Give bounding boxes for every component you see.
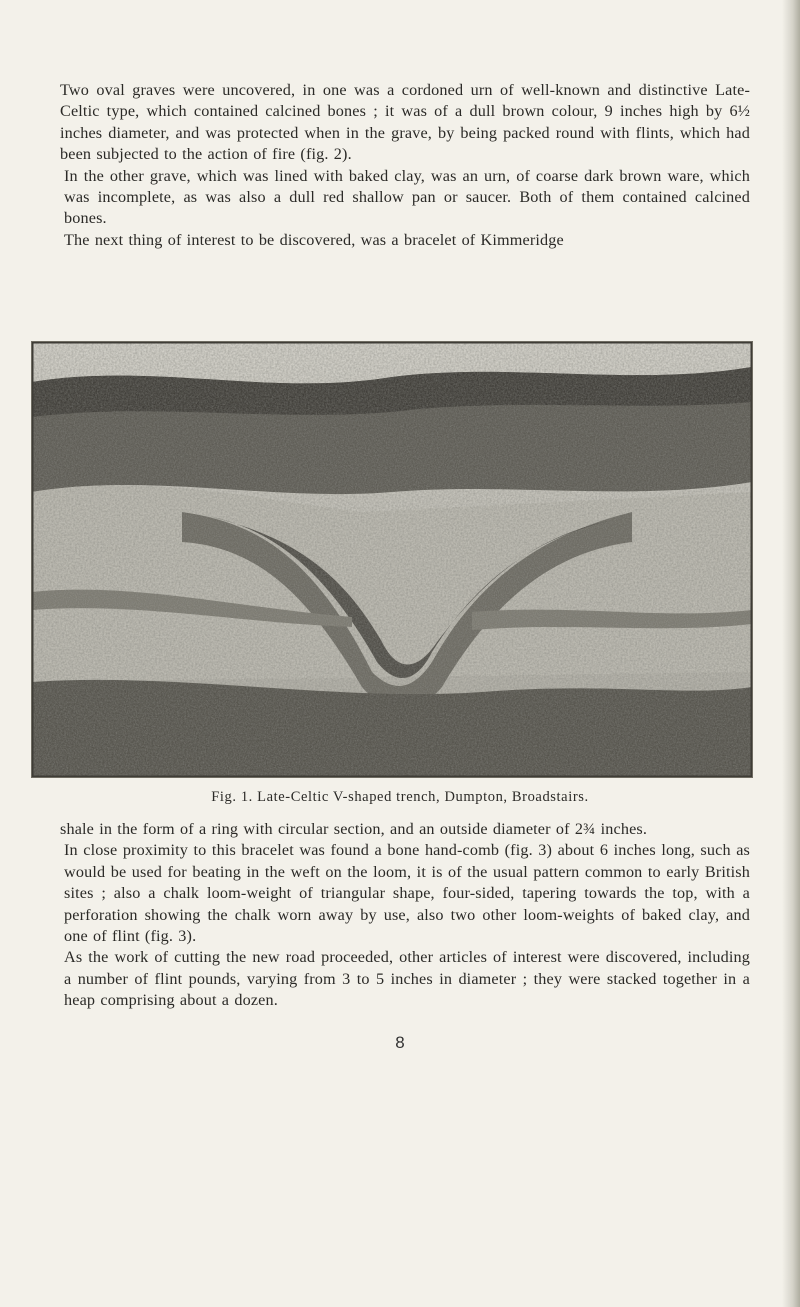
paragraph-graves: Two oval graves were uncovered, in one was a cordoned urn of well-known and distinctive Late-Celtic type, which contained calcined bones ; it was of a dull brown colour, 9 inches high by 6½ inches diameter, and was protected when in the grave, by being packed round with flints, which had been subjected to the action of fire (fig. 2). (60, 81, 750, 164)
paragraph-bracelet-start: The next thing of interest to be discovered, was a bracelet of Kimmeridge (64, 230, 564, 249)
paragraph-bracelet-end: shale in the form of a ring with circular section, and an outside diameter of 2¾ inches. (60, 820, 648, 838)
paragraph-flint-pounds: As the work of cutting the new road proceeded, other articles of interest were discovered, including a number of flint pounds, varying from 3 to 5 inches in diameter ; they were stacked together in a heap comprising about a dozen. (64, 948, 750, 1010)
trench-photograph (31, 341, 753, 778)
paragraph-hand-comb: In close proximity to this bracelet was found a bone hand-comb (fig. 3) about 6 inches long, such as would be used for beating in the weft on the loom, it is of the usual pattern common to early British sites ; also a chalk loom-weight of triangular shape, four-sided, tapering towards the top, with a perforation showing the chalk worn away by use, also two other loom-weights of baked clay, and one of flint (fig. 3). (64, 841, 750, 946)
upper-text-block (60, 80, 750, 251)
lower-text-block (60, 819, 750, 1012)
page-edge-shadow (782, 0, 800, 1307)
paragraph-other-grave: In the other grave, which was lined with baked clay, was an urn, of coarse dark brown ware, which was incomplete, as was also a dull red shallow pan or saucer. Both of them contained calcined bones. (64, 166, 750, 228)
page-number: 8 (395, 1033, 405, 1052)
figure-caption: Fig. 1. Late-Celtic V-shaped trench, Dumpton, Broadstairs. (211, 789, 589, 805)
